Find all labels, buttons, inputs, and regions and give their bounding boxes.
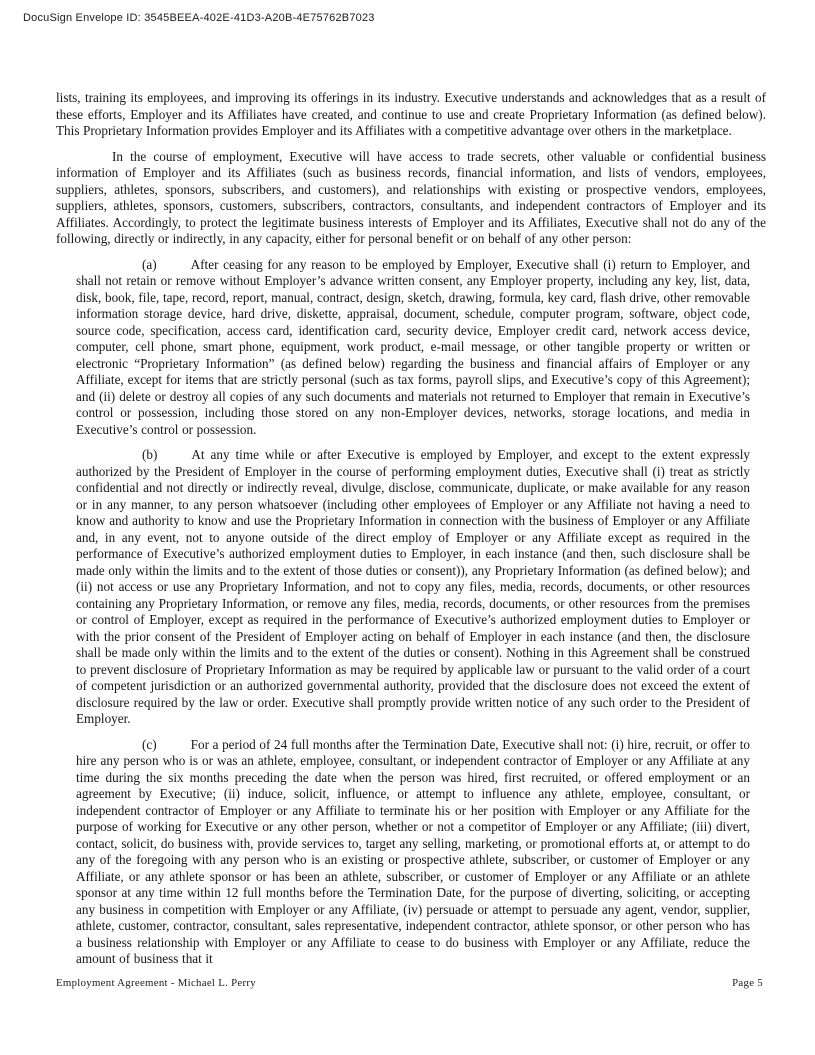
clause-text-c: For a period of 24 full months after the Termination Date, Executive shall not: (i) hire, recruit, or offer to hire any person who is or was an athlete, employee, consultant, or independent contractor of Employer or any Affiliate at any time during the six months preceding the date when the person was hired, first recruited, or offered employment or an agreement by Executive; (ii) induce, solicit, influence, or attempt to influence any athlete, employee, consultant, or independent contractor of Employer or any Affiliate to terminate his or her position with Employer or any Affiliate for the purpose of working for Executive or any other person, whether or not a competitor of Employer or any Affiliate; (iii) divert, contact, solicit, do business with, provide services to, target any selling, marketing, or promotional efforts at, or attempt to do any of the foregoing with any person who is an existing or prospective athlete, subscriber, or customer of Employer or any Affiliate, or any athlete sponsor or has been an athlete, subscriber, or customer of Employer or any Affiliate or an athlete sponsor at any time within 12 full months before the Termination Date, for the purpose of diverting, soliciting, or accepting any business in competition with Employer or any Affiliate, (iv) persuade or attempt to persuade any agent, vendor, supplier, athlete, customer, contractor, consultant, sales representative, independent contractor, athlete sponsor, or other person who has a business relationship with Employer or any Affiliate to cease to do business with Employer or any Affiliate, reduce the amount of business that it <box>76 736 750 966</box>
clause-text-a: After ceasing for any reason to be employed by Employer, Executive shall (i) return to Employer, and shall not retain or remove without Employer’s advance written consent, any Employer property, including any key, list, data, disk, book, file, tape, record, report, manual, contract, design, sketch, drawing, formula, key card, flash drive, other removable information storage device, hard drive, diskette, appraisal, document, schedule, computer program, software, object code, source code, specification, access card, identification card, security device, Employer credit card, network access device, computer, cell phone, smart phone, equipment, work product, e-mail message, or other tangible property or written or electronic “Proprietary Information” (as defined below) regarding the business and financial affairs of Employer or any Affiliate, except for items that are strictly personal (such as tax forms, payroll slips, and Executive’s copy of this Agreement); and (ii) delete or destroy all copies of any such documents and materials not returned to Employer that remain in Executive’s control or possession, including those stored on any non-Employer devices, networks, storage locations, and media in Executive’s control or possession. <box>76 256 750 437</box>
footer-document-title: Employment Agreement - Michael L. Perry <box>56 977 256 989</box>
footer-page-number: Page 5 <box>732 977 763 989</box>
clause-text-b: At any time while or after Executive is employed by Employer, and except to the extent expressly authorized by the President of Employer in the course of performing employment duties, Executive shall (i) treat as strictly confidential and not directly or indirectly reveal, divulge, disclose, communicate, duplicate, or make available for any reason or in any manner, to any person whatsoever (including other employees of Employer or any Affiliate not having a need to know and authority to know and use the Proprietary Information in connection with the business of Employer or any Affiliate and, in any event, not to anyone outside of the direct employ of Employer or any Affiliate except as required in the performance of Executive’s authorized employment duties to Employer, in each instance (and then, such disclosure shall be made only within the limits and to the extent of those duties or consent)), any Proprietary Information (as defined below); and (ii) not access or use any Proprietary Information, and not to copy any files, media, records, documents, or other resources containing any Proprietary Information, or remove any files, media, records, documents, or other resources from the premises or control of Employer, except as required in the performance of Executive’s authorized employment duties to Employer or with the prior consent of the President of Employer acting on behalf of Employer in each instance (and then, the disclosure shall be made only within the limits and to the extent of the duties or consent). Nothing in this Agreement shall be construed to prevent disclosure of Proprietary Information as may be required by applicable law or pursuant to the valid order of a court of competent jurisdiction or an authorized governmental authority, provided that the disclosure does not exceed the extent of disclosure required by the law or order. Executive shall promptly provide written notice of any such order to the President of Employer. <box>76 447 750 726</box>
docusign-envelope-id: DocuSign Envelope ID: 3545BEEA-402E-41D3-A20B-4E75762B7023 <box>23 12 375 24</box>
clause-paragraph-c <box>56 737 766 968</box>
document-body <box>56 90 766 968</box>
clause-label-a: (a) <box>142 256 157 272</box>
clause-paragraph-a <box>56 257 766 439</box>
clause-label-c: (c) <box>142 736 157 752</box>
clause-paragraph-b <box>56 447 766 728</box>
clause-label-b: (b) <box>142 447 158 462</box>
intro-paragraph: In the course of employment, Executive will have access to trade secrets, other valuable or confidential business information of Employer and its Affiliates (such as business records, financial information, and lists of vendors, employees, suppliers, athletes, sponsors, subscribers, and customers), and relationships with existing or prospective vendors, employees, suppliers, athletes, sponsors, customers, subscribers, contractors, consultants, and independent contractors of Employer and its Affiliates. Accordingly, to protect the legitimate business interests of Employer and its Affiliates, Executive shall not do any of the following, directly or indirectly, in any capacity, either for personal benefit or on behalf of any other person: <box>56 148 766 246</box>
intro-paragraph-continuation: lists, training its employees, and improving its offerings in its industry. Executive understands and acknowledges that as a result of these efforts, Employer and its Affiliates have created, and continue to use and create Proprietary Information (as defined below). This Proprietary Information provides Employer and its Affiliates with a competitive advantage over others in the marketplace. <box>56 90 766 138</box>
page-footer <box>56 977 763 989</box>
